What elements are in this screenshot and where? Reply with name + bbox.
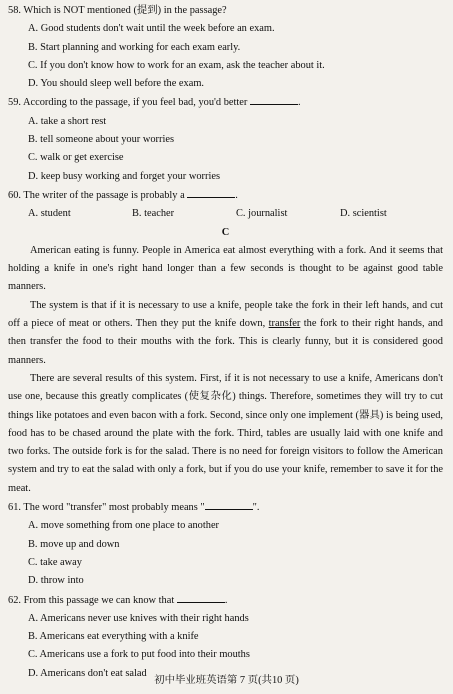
- option-a: A. Good students don't wait until the week before an exam.: [28, 23, 275, 35]
- options-row: [28, 205, 443, 223]
- question-stem: 58. Which is NOT mentioned (提到) in the passage?: [8, 5, 227, 16]
- option-d: D. You should sleep well before the exam.: [28, 78, 205, 90]
- passage-paragraph-1: American eating is funny. People in America eat almost everything with a fork. And it seems that holding a knife in one's right hand longer than a few seconds is thought to be against good table manners.: [8, 244, 443, 293]
- passage-paragraph-2: [8, 297, 443, 370]
- question-59: [8, 93, 443, 185]
- stem-text: 61. The word "transfer" most probably means ": [8, 502, 205, 514]
- option-b: B. teacher: [132, 208, 175, 220]
- stem-text: 59. According to the passage, if you feel bad, you'd better: [8, 97, 248, 109]
- option-b: B. Americans eat everything with a knife: [28, 631, 199, 643]
- question-61: [8, 498, 443, 590]
- section-heading: C: [221, 226, 230, 238]
- question-stem: [8, 498, 443, 517]
- question-stem: [8, 93, 443, 112]
- passage-paragraph-3: There are several results of this system. First, if it is not necessary to use a knife, Americans don't use one, because this greatly complicates (使复杂化) things. Therefore, sometimes they will try to cut things like potatoes and even bacon with a fork. Second, since only one implement (器具) is being used, food has to be chased around the plate with the fork. Third, tables are usually laid with one knife and two forks. The outside fork is for the salad. There is no need for foreign visitors to follow the American system and try to eat the salad with only a fork, but if you do use your knife, remember to save it for the meat.: [8, 372, 443, 494]
- option-b: B. move up and down: [28, 538, 120, 550]
- question-60: [8, 186, 443, 224]
- paragraph-text: the fork to their right hands, and then transfer the food to their mouths with the fork. This is clearly funny, but it is considered good manners.: [8, 318, 443, 366]
- option-c: C. If you don't know how to work for an exam, ask the teacher about it.: [28, 59, 325, 71]
- option-a: A. move something from one place to another: [28, 520, 220, 532]
- reading-passage: [8, 242, 443, 498]
- option-d: D. scientist: [340, 208, 387, 220]
- question-stem: [8, 186, 443, 205]
- option-a: A. student: [28, 208, 71, 220]
- stem-end: .: [297, 97, 301, 109]
- option-b: B. Start planning and working for each exam early.: [28, 41, 241, 53]
- option-c: C. walk or get exercise: [28, 152, 124, 164]
- option-a: A. Americans never use knives with their right hands: [28, 612, 249, 624]
- answer-blank: [187, 186, 235, 198]
- question-62: [8, 591, 443, 683]
- option-d: D. keep busy working and forget your worries: [28, 170, 220, 182]
- option-c: C. take away: [28, 556, 82, 568]
- answer-blank: [177, 591, 225, 603]
- option-d: D. throw into: [28, 575, 84, 587]
- paragraph-text: The system is that if it is necessary to use a knife, people take the fork in their left hands, and cut off a piece of meat or others. Then they put the knife down,: [8, 299, 443, 330]
- question-58: [8, 2, 443, 93]
- question-stem: [8, 591, 443, 610]
- option-c: C. Americans use a fork to put food into their mouths: [28, 649, 250, 661]
- option-b: B. tell someone about your worries: [28, 134, 175, 146]
- stem-end: .: [235, 189, 238, 201]
- page-footer: 初中毕业班英语第 7 页(共10 页): [154, 674, 299, 686]
- stem-text: 62. From this passage we can know that: [8, 594, 175, 606]
- answer-blank: [205, 498, 253, 510]
- option-a: A. take a short rest: [28, 115, 107, 127]
- underlined-word: transfer: [268, 318, 301, 330]
- option-d: D. Americans don't eat salad: [28, 667, 147, 679]
- stem-end: .: [224, 594, 228, 606]
- option-c: C. journalist: [236, 208, 288, 220]
- answer-blank: [250, 93, 298, 105]
- stem-end: ".: [252, 502, 260, 514]
- stem-text: 60. The writer of the passage is probably a: [8, 189, 185, 201]
